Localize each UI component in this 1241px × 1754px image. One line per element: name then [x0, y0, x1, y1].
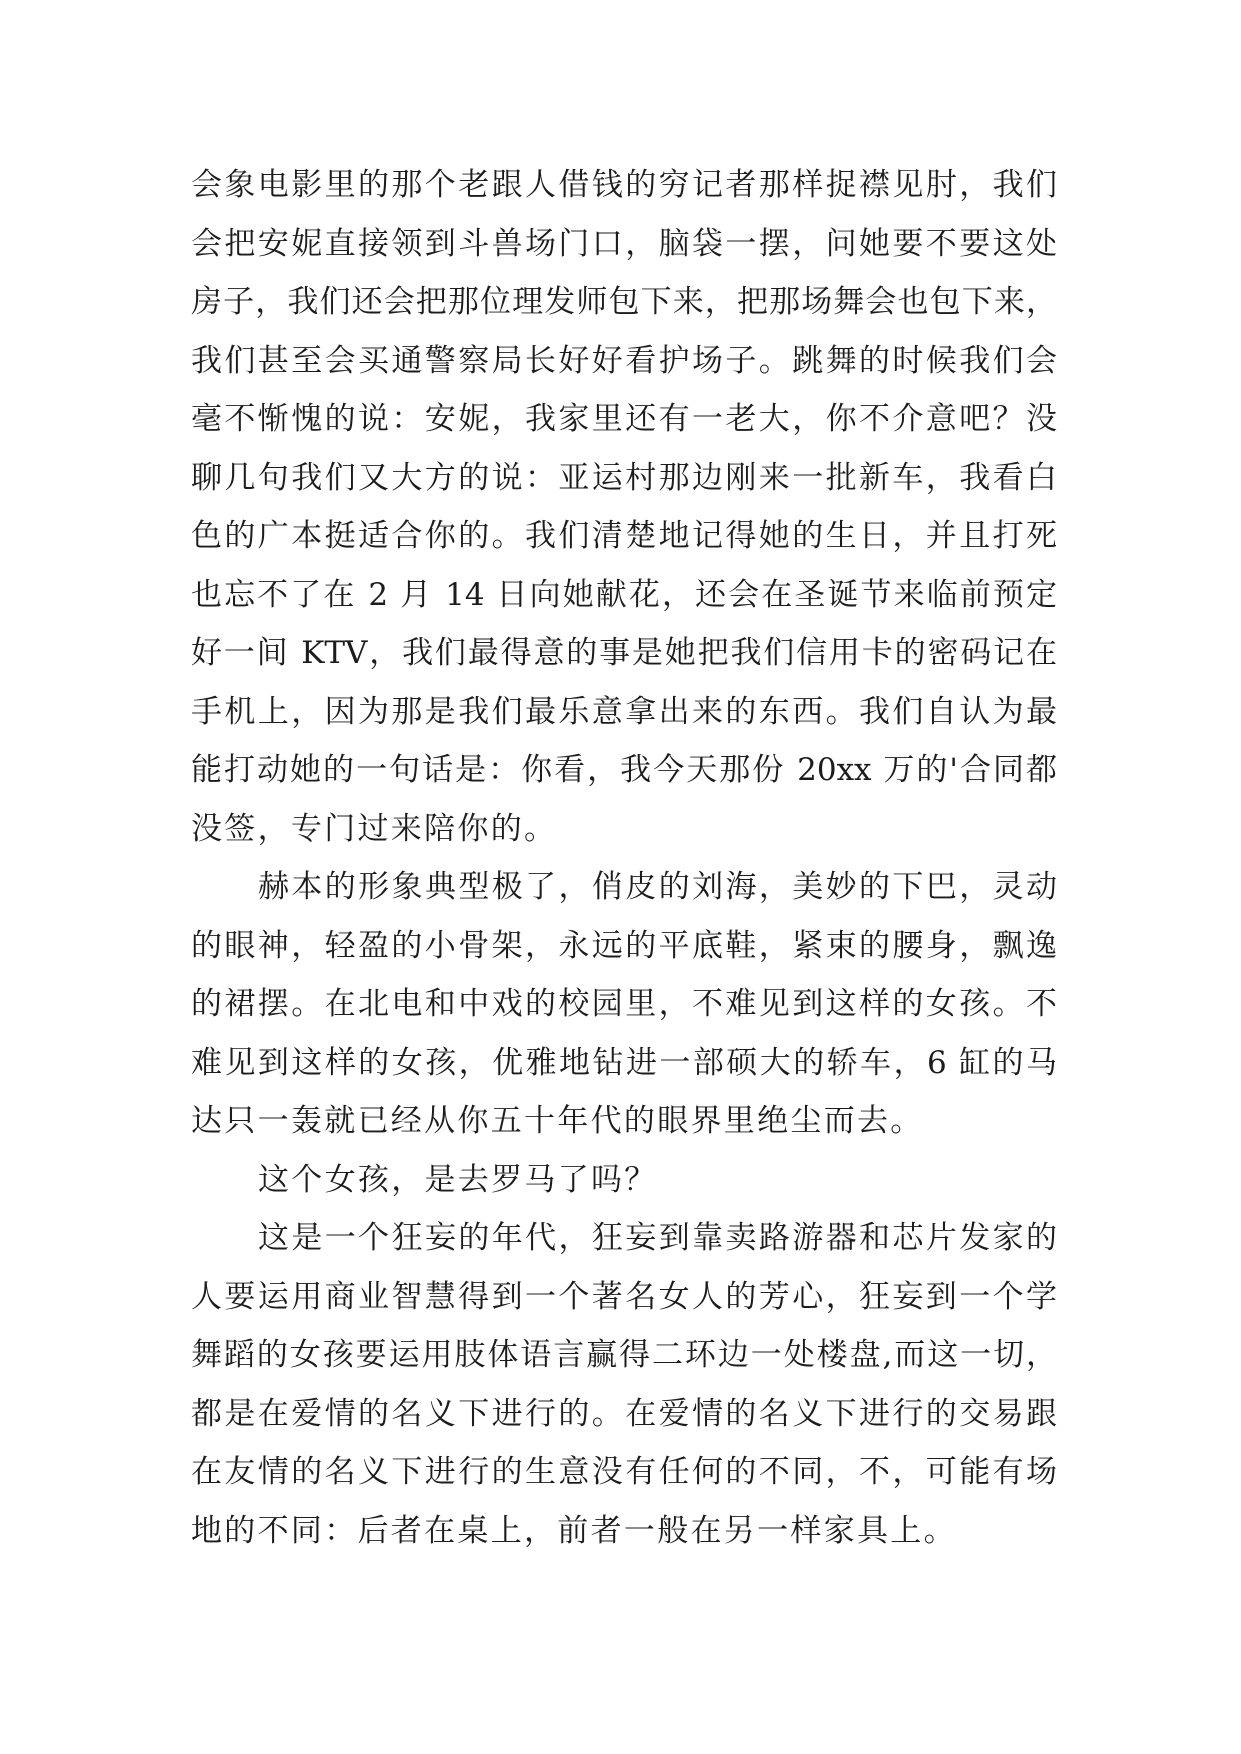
text-line: 手机上，因为那是我们最乐意拿出来的东西。我们自认为最 [191, 693, 1057, 730]
text-line: 我们甚至会买通警察局长好好看护场子。跳舞的时候我们会 [191, 342, 1057, 379]
text-line: 人要运用商业智慧得到一个著名女人的芳心，狂妄到一个学 [191, 1278, 1057, 1315]
text-line: 能打动她的一句话是：你看，我今天那份 20xx 万的'合同都 [191, 752, 1057, 788]
text-line: 毫不惭愧的说：安妮，我家里还有一老大，你不介意吧？没 [191, 401, 1057, 437]
text-line: 赫本的形象典型极了，俏皮的刘海，美妙的下巴，灵动 [258, 869, 1057, 905]
text-line: 达只一轰就已经从你五十年代的眼界里绝尘而去。 [191, 1103, 924, 1139]
text-line: 没签，专门过来陪你的。 [191, 810, 558, 847]
text-line: 会象电影里的那个老跟人借钱的穷记者那样捉襟见肘，我们 [191, 167, 1057, 203]
text-line: 这是一个狂妄的年代，狂妄到靠卖路游器和芯片发家的 [258, 1220, 1057, 1256]
paragraph [191, 858, 1057, 1151]
text-line: 难见到这样的女孩，优雅地钻进一部硕大的轿车，6 缸的马 [191, 1044, 1057, 1081]
text-line: 房子，我们还会把那位理发师包下来，把那场舞会也包下来， [191, 284, 1057, 320]
text-line: 好一间 KTV，我们最得意的事是她把我们信用卡的密码记在 [191, 635, 1057, 671]
text-line: 色的广本挺适合你的。我们清楚地记得她的生日，并且打死 [191, 518, 1057, 554]
text-line: 会把安妮直接领到斗兽场门口，脑袋一摆，问她要不要这处 [191, 225, 1057, 262]
text-line: 这个女孩，是去罗马了吗？ [258, 1161, 658, 1198]
text-line: 地的不同：后者在桌上，前者一般在另一样家具上。 [191, 1512, 957, 1549]
text-line: 在友情的名义下进行的生意没有任何的不同，不，可能有场 [191, 1454, 1057, 1490]
text-line: 舞蹈的女孩要运用肢体语言赢得二环边一处楼盘,而这一切， [191, 1337, 1057, 1373]
paragraph [191, 156, 1057, 858]
text-line: 的眼神，轻盈的小骨架，永远的平底鞋，紧束的腰身，飘逸 [191, 927, 1057, 964]
text-line: 也忘不了在 2 月 14 日向她献花，还会在圣诞节来临前预定 [191, 576, 1057, 613]
paragraph [191, 1151, 1057, 1210]
body-text [191, 156, 1057, 1560]
paragraph [191, 1209, 1057, 1560]
text-line: 的裙摆。在北电和中戏的校园里，不难见到这样的女孩。不 [191, 986, 1057, 1022]
text-line: 聊几句我们又大方的说：亚运村那边刚来一批新车，我看白 [191, 459, 1057, 496]
text-line: 都是在爱情的名义下进行的。在爱情的名义下进行的交易跟 [191, 1395, 1057, 1432]
